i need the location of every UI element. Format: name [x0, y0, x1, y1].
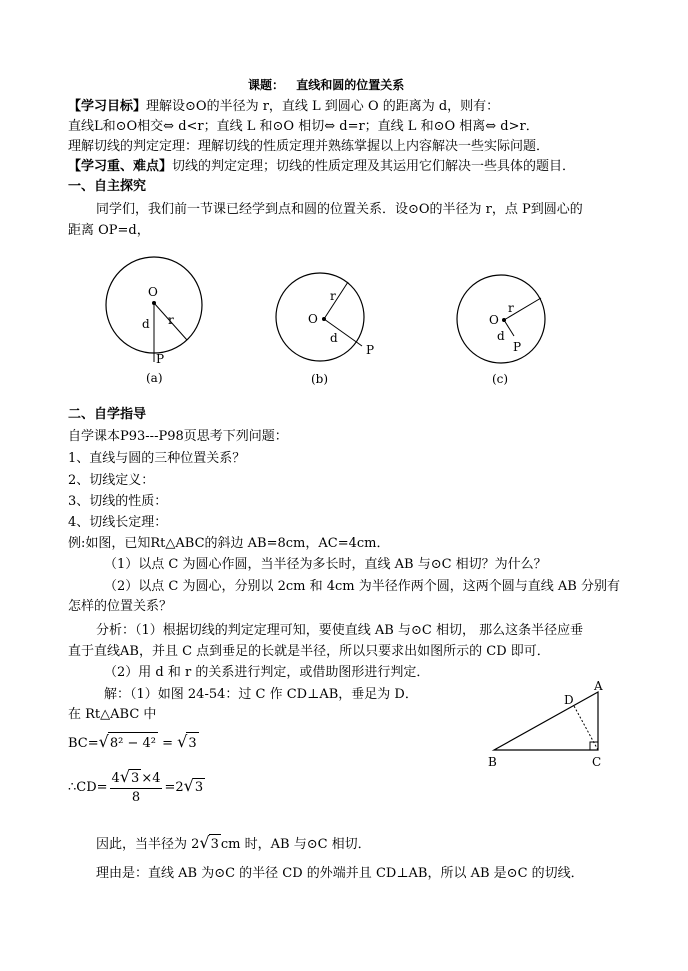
figure-b	[276, 273, 374, 386]
figure-a-caption: (a)	[146, 371, 163, 385]
figure-c-circle	[457, 275, 545, 363]
figure-b-label-o: O	[308, 312, 318, 326]
objectives-line-1	[68, 98, 499, 116]
objectives-tag: 【学习目标】	[68, 99, 147, 114]
section2-intro: 自学课本P93---P98页思考下列问题：	[68, 429, 288, 444]
radical-sign: √	[98, 732, 109, 751]
example-analysis-2: 直于直线AB，并且 C 点到垂足的长就是半径，所以只要求出如图所示的 CD 即可．	[68, 644, 550, 659]
figure-c-label-p: P	[513, 340, 522, 354]
section2-heading: 二、自学指导	[68, 407, 147, 422]
reason-line: 理由是：直线 AB 为⊙C 的半径 CD 的外端并且 CD⊥AB，所以 AB 是⊙C 的切线．	[96, 866, 584, 881]
triangle-label-d: D	[564, 693, 574, 707]
example-analysis-3: （2）用 d 和 r 的关系进行判定，或借助图形进行判定．	[104, 665, 430, 680]
figure-c-distance	[504, 320, 514, 336]
conclusion-radicand: 3	[209, 834, 221, 855]
bc-formula	[68, 731, 199, 755]
objectives-line-3: 理解切线的判定定理：理解切线的性质定理并熟练掌握以上内容解决一些实际问题．	[68, 139, 550, 154]
figure-c-label-d: d	[497, 329, 505, 343]
figure-a-label-d: d	[142, 317, 150, 331]
triangle-label-c: C	[592, 755, 602, 769]
cd-fraction	[110, 768, 163, 807]
cd-num-radicand: 3	[131, 771, 140, 786]
section2-question-4: 4、切线长定理：	[68, 515, 168, 530]
radical-sign: √	[119, 767, 131, 786]
conclusion-part-b: cm 时，AB 与⊙C 相切．	[220, 837, 371, 852]
key-points-text: 切线的判定定理；切线的性质定理及其运用它们解决一些具体的题目．	[172, 159, 576, 174]
cd-lhs: ∴CD=	[68, 780, 108, 795]
figure-b-label-d: d	[330, 331, 338, 345]
triangle-label-b: B	[488, 755, 497, 769]
section1-heading: 一、自主探究	[68, 179, 147, 194]
title-label: 课题：	[248, 78, 285, 92]
cd-result: 3	[194, 780, 204, 795]
triangle-label-a: A	[594, 679, 603, 693]
radical-sign: √	[183, 776, 194, 795]
figure-b-label-p: P	[366, 343, 375, 357]
section1-paragraph-2: 距离 OP=d，	[68, 223, 150, 238]
objectives-text-1: 理解设⊙O的半径为 r，直线 L 到圆心 O 的距离为 d，则有：	[146, 99, 500, 114]
example-question-2a: （2）以点 C 为圆心，分别以 2cm 和 4cm 为半径作两个圆，这两个圆与直线 AB 分别有	[104, 579, 620, 594]
bc-equals: =	[157, 736, 178, 751]
point-circle-figures	[0, 240, 688, 410]
figure-b-label-r: r	[330, 289, 336, 303]
figure-a-label-p: P	[156, 352, 165, 366]
example-analysis-1: 分析：（1）根据切线的判定定理可知，要使直线 AB 与⊙C 相切， 那么这条半径应垂	[96, 623, 584, 638]
figure-a	[106, 257, 202, 385]
cd-formula	[68, 768, 205, 807]
page-title	[248, 76, 404, 94]
cd-denominator: 8	[131, 790, 141, 805]
cd-equals: =2	[164, 780, 184, 795]
figure-a-label-r: r	[168, 313, 174, 327]
conclusion-part-a: 因此，当半径为 2	[96, 837, 200, 852]
conclusion-line	[96, 833, 371, 855]
example-stem: 例:如图，已知Rt△ABC的斜边 AB=8cm，AC=4cm．	[68, 536, 390, 551]
section2-question-2: 2、切线定义：	[68, 473, 155, 488]
cd-numerator	[110, 768, 163, 789]
example-question-1: （1）以点 C 为圆心作圆，当半径为多长时，直线 AB 与⊙C 相切？为什么？	[104, 557, 547, 572]
key-points-tag: 【学习重、难点】	[68, 159, 173, 174]
cd-num-tail: ×4	[141, 771, 161, 786]
bc-result: 3	[186, 732, 198, 755]
bc-radicand: 8² − 4²	[108, 732, 158, 755]
figure-c-caption: (c)	[492, 372, 509, 386]
figure-c	[457, 275, 545, 386]
bc-lhs: BC=	[68, 736, 99, 751]
title-text: 直线和圆的位置关系	[296, 78, 405, 92]
example-question-2b: 怎样的位置关系？	[68, 599, 173, 614]
radical-sign: √	[199, 833, 210, 852]
altitude-cd	[574, 706, 598, 750]
section2-question-3: 3、切线的性质：	[68, 494, 168, 509]
solution-line-1: 解：（1）如图 24-54：过 C 作 CD⊥AB，垂足为 D．	[104, 687, 418, 702]
section2-question-1: 1、直线与圆的三种位置关系？	[68, 451, 246, 466]
figure-b-circle	[276, 273, 364, 361]
triangle-figure	[484, 678, 614, 774]
section1-paragraph-1: 同学们，我们前一节课已经学到点和圆的位置关系．设⊙O的半径为 r，点 P到圆心的	[96, 202, 583, 217]
cd-num-coef: 4	[111, 771, 120, 786]
objectives-line-2: 直线L和⊙O相交⇔ d<r；直线 L 和⊙O 相切⇔ d=r；直线 L 和⊙O 相离⇔ d>r．	[68, 119, 539, 134]
solution-line-2: 在 Rt△ABC 中	[68, 707, 157, 722]
radical-sign: √	[177, 732, 188, 751]
key-points-line	[68, 158, 575, 176]
figure-b-radius	[324, 282, 348, 319]
figure-c-label-o: O	[489, 313, 499, 327]
figure-c-label-r: r	[508, 301, 514, 315]
figure-a-label-o: O	[148, 285, 158, 299]
figure-b-caption: (b)	[311, 372, 329, 386]
